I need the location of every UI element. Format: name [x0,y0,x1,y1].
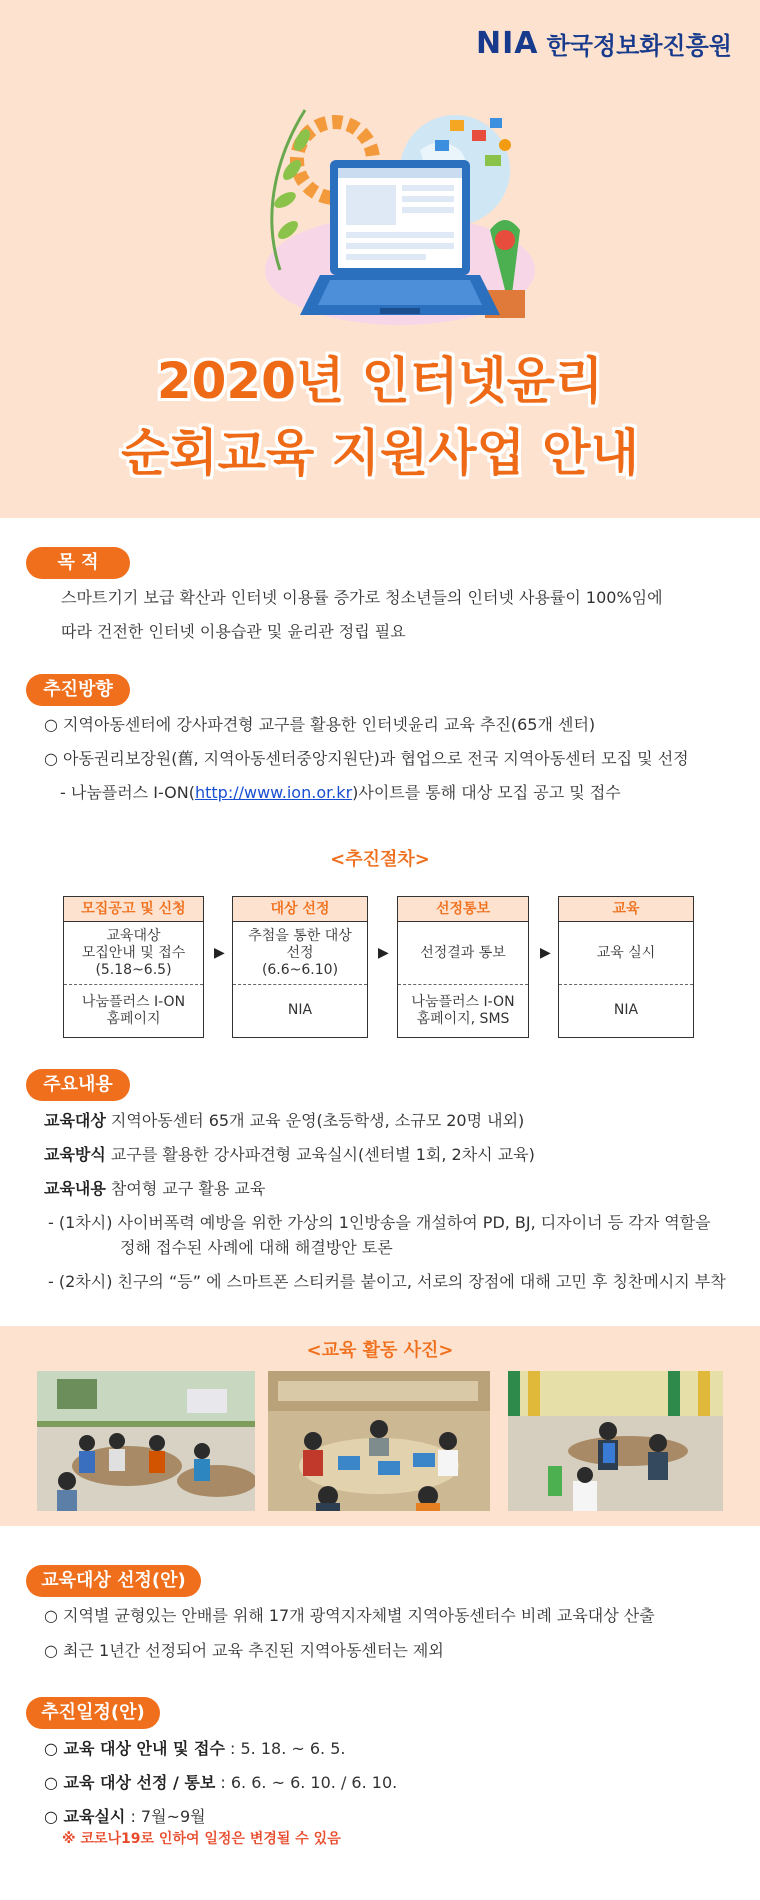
direction-item-3 [60,780,621,806]
schedule-item-3-label: ○ 교육실시 [44,1807,126,1826]
step-owner: 나눔플러스 I-ON 홈페이지, SMS [411,993,515,1027]
content-topic [44,1176,265,1202]
title-line-2: 순회교육 지원사업 안내 [121,424,639,482]
content-session-1-line-1: - (1차시) 사이버폭력 예방을 위한 가상의 1인방송을 개설하여 PD, BJ, 디자이너 등 각자 역할을 [48,1213,711,1232]
step-owner: 나눔플러스 I-ON 홈페이지 [81,993,186,1027]
procedure-title: <추진절차> [330,849,430,870]
purpose-label: 목 적 [26,547,130,579]
laptop-illustration [250,90,550,340]
arrow-icon: ▶ [378,945,389,961]
photos-title: <교육 활동 사진> [306,1340,454,1361]
step-header: 교육 [559,897,693,922]
schedule-item-1-value: : 5. 18. ~ 6. 5. [224,1739,346,1758]
logo-org-name: 한국정보화진흥원 [546,32,732,60]
step-owner: NIA [287,1002,313,1018]
content-method-text: 교구를 활용한 강사파견형 교육실시(센터별 1회, 2차시 교육) [105,1145,535,1164]
nia-logo [476,26,732,61]
content-session-1-line-2: 정해 접수된 사례에 대해 해결방안 토론 [120,1238,393,1257]
direction-label: 추진방향 [26,674,130,706]
step-main: 선정결과 통보 [398,922,528,985]
step-owner: NIA [613,1002,639,1018]
schedule-covid-note: ※ 코로나19로 인하여 일정은 변경될 수 있음 [62,1831,341,1847]
content-label: 주요내용 [26,1069,130,1101]
hero-banner [0,0,760,518]
selection-item-2: ○ 최근 1년간 선정되어 교육 추진된 지역아동센터는 제외 [44,1641,444,1660]
schedule-item-2-label: ○ 교육 대상 선정 / 통보 [44,1773,216,1792]
content-topic-text: 참여형 교구 활용 교육 [105,1179,266,1198]
procedure-step-2 [232,896,368,1038]
schedule-item-2-value: : 6. 6. ~ 6. 10. / 6. 10. [215,1773,398,1792]
content-session-2: - (2차시) 친구의 “등” 에 스마트폰 스티커를 붙이고, 서로의 장점에 대해 고민 후 칭찬메시지 부착 [48,1272,726,1291]
activity-photo-3 [508,1371,723,1511]
procedure-step-4 [558,896,694,1038]
direction-item-3-prefix: - 나눔플러스 I-ON( [60,783,195,802]
arrow-icon: ▶ [540,945,551,961]
ion-site-link[interactable]: http://www.ion.or.kr [194,783,353,802]
content-method [44,1142,535,1168]
schedule-item-1 [44,1736,345,1762]
direction-item-3-suffix: )사이트를 통해 대상 모집 공고 및 접수 [352,783,621,802]
logo-mark: NIA [476,26,539,61]
step-header: 선정통보 [398,897,528,922]
step-main: 교육 실시 [559,922,693,985]
photos-section [0,1326,760,1526]
schedule-item-2 [44,1770,397,1796]
selection-item-1: ○ 지역별 균형있는 안배를 위해 17개 광역지자체별 지역아동센터수 비례 교육대상 산출 [44,1606,655,1625]
activity-photo-1 [37,1371,255,1511]
step-header: 대상 선정 [233,897,367,922]
procedure-step-3 [397,896,529,1038]
procedure-step-1 [63,896,204,1038]
schedule-item-1-label: ○ 교육 대상 안내 및 접수 [44,1739,225,1758]
content-topic-label: 교육내용 [44,1179,106,1198]
content-target-text: 지역아동센터 65개 교육 운영(초등학생, 소규모 20명 내외) [105,1111,525,1130]
direction-item-1: ○ 지역아동센터에 강사파견형 교구를 활용한 인터넷윤리 교육 추진(65개 센터) [44,715,596,734]
purpose-text-line-2: 따라 건전한 인터넷 이용습관 및 윤리관 정립 필요 [61,622,406,641]
schedule-label: 추진일정(안) [26,1697,160,1729]
schedule-item-3-value: : 7월~9월 [125,1807,206,1826]
arrow-icon: ▶ [214,945,225,961]
content-target [44,1108,524,1134]
content-method-label: 교육방식 [44,1145,106,1164]
content-target-label: 교육대상 [44,1111,106,1130]
title-line-1: 2020년 인터넷윤리 [156,352,604,410]
activity-photo-2 [268,1371,490,1511]
selection-label: 교육대상 선정(안) [26,1565,201,1597]
page-title [0,345,760,489]
direction-item-2: ○ 아동권리보장원(舊, 지역아동센터중앙지원단)과 협업으로 전국 지역아동센터 모집 및 선정 [44,749,689,768]
purpose-text-line-1: 스마트기기 보급 확산과 인터넷 이용률 증가로 청소년들의 인터넷 사용률이 100%임에 [61,588,663,607]
step-header: 모집공고 및 신청 [64,897,203,922]
step-main: 추첨을 통한 대상 선정 (6.6~6.10) [233,922,367,985]
step-main: 교육대상 모집안내 및 접수 (5.18~6.5) [64,922,203,985]
